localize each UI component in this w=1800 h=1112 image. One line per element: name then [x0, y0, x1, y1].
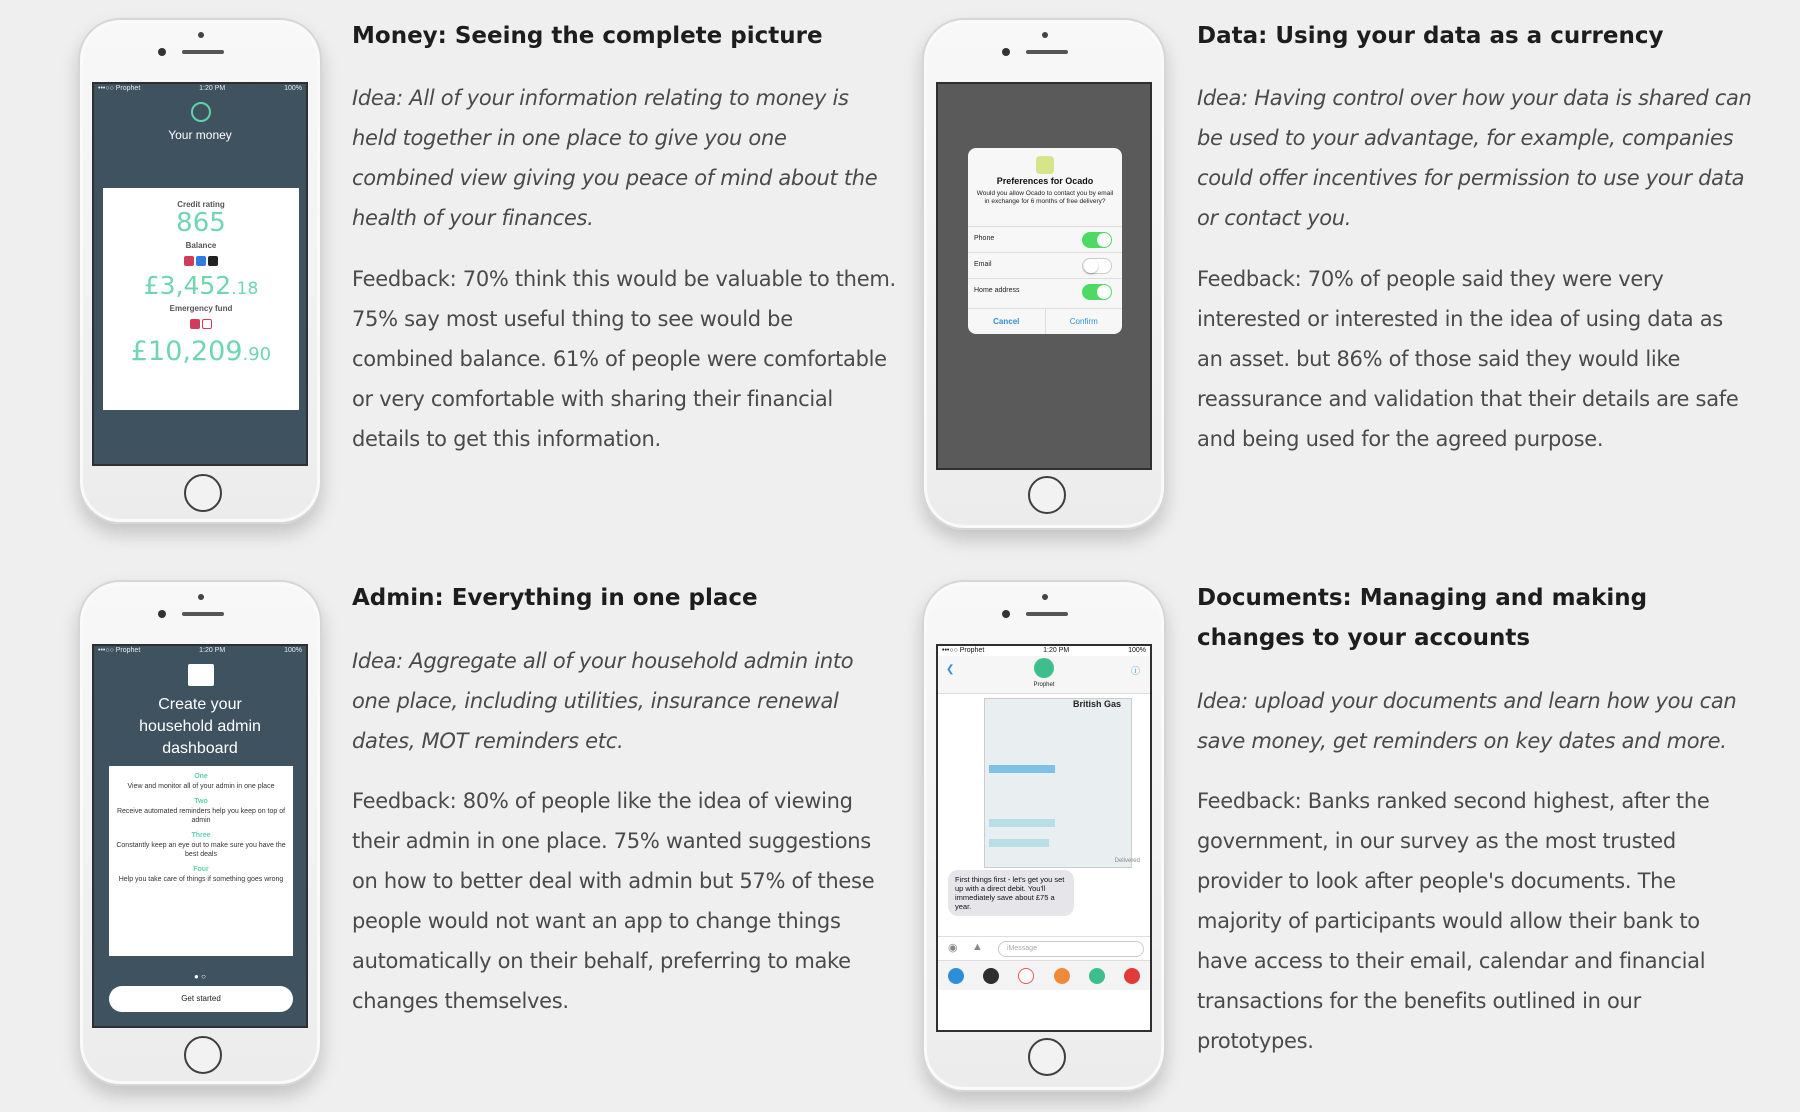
bank-icon: [202, 319, 212, 329]
home-button[interactable]: [1028, 1038, 1066, 1076]
money-screen: [92, 82, 308, 466]
screen-title: Create your household admin dashboard: [139, 696, 261, 757]
step-heading: Three: [191, 832, 211, 839]
status-bar: [938, 646, 1150, 656]
phone-admin: [78, 580, 322, 1086]
balance-label: Balance: [185, 241, 217, 250]
data-screen: [936, 82, 1152, 470]
message-bubble: First things first - let's get you set up with a direct debit. You'll immediately save about £75 a year.: [948, 870, 1074, 916]
house-icon: [188, 664, 214, 686]
credit-label: Credit rating: [177, 200, 225, 209]
back-chevron-icon[interactable]: ❮: [946, 664, 955, 675]
app-icon[interactable]: [1054, 968, 1070, 984]
email-toggle[interactable]: [1082, 258, 1112, 274]
app-store-icon[interactable]: [948, 968, 964, 984]
phone-documents: [922, 580, 1166, 1092]
cancel-button[interactable]: Cancel: [968, 309, 1046, 334]
phone-camera: [1002, 48, 1010, 56]
carrier-label: •••○○ Prophet: [98, 647, 141, 654]
phone-sensor: [1042, 32, 1048, 38]
phone-sensor: [1042, 594, 1048, 600]
messages-header: [938, 656, 1150, 694]
time-label: 1:20 PM: [199, 85, 226, 92]
card-heading: Admin: Everything in one place: [352, 585, 758, 611]
row-label: Home address: [974, 287, 1020, 294]
doc-highlight: [989, 819, 1055, 827]
home-button[interactable]: [1028, 476, 1066, 514]
phone-camera: [1002, 610, 1010, 618]
home-button[interactable]: [184, 1036, 222, 1074]
card-feedback: Feedback: 70% think this would be valuable to them. 75% say most useful thing to see would be combined balance. 61% of people were comfortable or very comfortable with sharing their financial details to get this information.: [352, 267, 896, 451]
step-text: Receive automated reminders help you keep on top of admin: [116, 808, 286, 824]
step-text: Help you take care of things if something goes wrong: [118, 876, 284, 883]
status-bar: [94, 84, 306, 94]
phone-toggle[interactable]: [1082, 232, 1112, 248]
phone-camera: [158, 48, 166, 56]
home-button[interactable]: [184, 474, 222, 512]
bank-icon: [190, 319, 200, 329]
card-feedback: Feedback: Banks ranked second highest, after the government, in our survey as the most trusted provider to look after people's documents. The majority of participants would allow their bank to have access to their email, calendar and financial transactions for the benefits outlined in our prototypes.: [1197, 789, 1710, 1053]
preference-row: [968, 226, 1122, 252]
emergency-label: Emergency fund: [169, 304, 233, 313]
step-text: View and monitor all of your admin in one place: [127, 783, 275, 790]
card-feedback: Feedback: 70% of people said they were very interested or interested in the idea of using data as an asset. but 86% of those said they would like reassurance and validation that their details are safe and being used for the agreed purpose.: [1197, 267, 1739, 451]
phone-camera: [158, 610, 166, 618]
card-idea: Idea: Having control over how your data is shared can be used to your advantage, for example, companies could offer incentives for permission to use your data or contact you.: [1197, 86, 1752, 230]
app-tray: [938, 960, 1150, 990]
preferences-dialog: [968, 148, 1122, 334]
admin-steps-panel: [109, 766, 293, 956]
step-heading: Four: [193, 866, 209, 873]
phone-data: [922, 18, 1166, 530]
dialog-title: Preferences for Ocado: [996, 176, 1094, 186]
emergency-pence: .90: [242, 344, 272, 365]
card-heading: Data: Using your data as a currency: [1197, 23, 1664, 49]
phone-money: [78, 18, 322, 524]
message-input-bar: [938, 936, 1150, 960]
card-idea: Idea: upload your documents and learn how you can save money, get reminders on key dates and more.: [1197, 689, 1737, 753]
preference-row: [968, 252, 1122, 278]
money-summary-panel: [103, 188, 299, 410]
emergency-value: £10,209: [130, 336, 243, 367]
get-started-button[interactable]: Get started: [109, 986, 293, 1012]
bank-icon: [184, 256, 194, 266]
home-address-toggle[interactable]: [1082, 284, 1112, 300]
step-text: Constantly keep an eye out to make sure you have the best deals: [116, 842, 286, 858]
admin-screen: [92, 644, 308, 1028]
credit-value: 865: [176, 208, 226, 238]
balance-pence: .18: [231, 279, 259, 299]
card-idea: Idea: Aggregate all of your household admin into one place, including utilities, insurance renewal dates, MOT reminders etc.: [352, 649, 854, 753]
confirm-button[interactable]: Confirm: [1069, 317, 1098, 326]
camera-icon[interactable]: ◉: [948, 942, 958, 954]
battery-label: 100%: [284, 85, 302, 92]
doc-highlight: [989, 839, 1049, 847]
phone-sensor: [198, 32, 204, 38]
ocado-icon: [1036, 156, 1054, 174]
phone-speaker: [1026, 612, 1068, 616]
card-feedback: Feedback: 80% of people like the idea of viewing their admin in one place. 75% wanted suggestions on how to better deal with admin but 57% of these people would not want an app to change things automatically on their behalf, preferring to make changes themselves.: [352, 789, 875, 1013]
doc-brand: British Gas: [1072, 699, 1121, 709]
time-label: 1:20 PM: [199, 647, 226, 654]
battery-label: 100%: [1128, 647, 1146, 654]
bank-icon: [196, 256, 206, 266]
carrier-label: •••○○ Prophet: [942, 647, 985, 654]
card-heading: Money: Seeing the complete picture: [352, 23, 823, 49]
dialog-text: Would you allow Ocado to contact you by email in exchange for 6 months of free delivery?: [976, 190, 1114, 205]
user-icon: [191, 102, 211, 122]
contact-name: Prophet: [1033, 682, 1055, 688]
bank-icon: [208, 256, 218, 266]
row-label: Phone: [974, 235, 995, 242]
row-label: Email: [974, 261, 992, 268]
documents-screen: [936, 644, 1152, 1032]
digital-touch-icon[interactable]: [983, 968, 999, 984]
prophet-app-icon[interactable]: [1089, 968, 1105, 984]
contact-avatar[interactable]: [1034, 658, 1054, 678]
imessage-input[interactable]: iMessage: [998, 941, 1144, 957]
phone-speaker: [182, 612, 224, 616]
music-icon[interactable]: [1018, 968, 1034, 984]
preference-row: [968, 278, 1122, 304]
bill-document-image[interactable]: [984, 698, 1132, 868]
step-heading: One: [194, 773, 208, 780]
page-dots[interactable]: ● ○: [194, 972, 206, 981]
time-label: 1:20 PM: [1043, 647, 1070, 654]
card-idea: Idea: All of your information relating to money is held together in one place to give you one combined view giving you peace of mind about the health of your finances.: [352, 86, 878, 230]
carrier-label: •••○○ Prophet: [98, 85, 141, 92]
phone-sensor: [198, 594, 204, 600]
balance-value: £3,452: [143, 271, 232, 300]
phone-speaker: [1026, 50, 1068, 54]
status-bar: [94, 646, 306, 656]
battery-label: 100%: [284, 647, 302, 654]
app-store-icon[interactable]: ▲: [972, 941, 983, 953]
info-icon[interactable]: ⓘ: [1130, 666, 1140, 676]
doc-highlight: [989, 765, 1055, 773]
delivered-label: Delivered: [1114, 858, 1140, 864]
screen-title: Your money: [168, 128, 232, 142]
step-heading: Two: [194, 798, 208, 805]
app-icon[interactable]: [1124, 968, 1140, 984]
card-heading: Documents: Managing and making changes to your accounts: [1197, 585, 1648, 651]
phone-speaker: [182, 50, 224, 54]
